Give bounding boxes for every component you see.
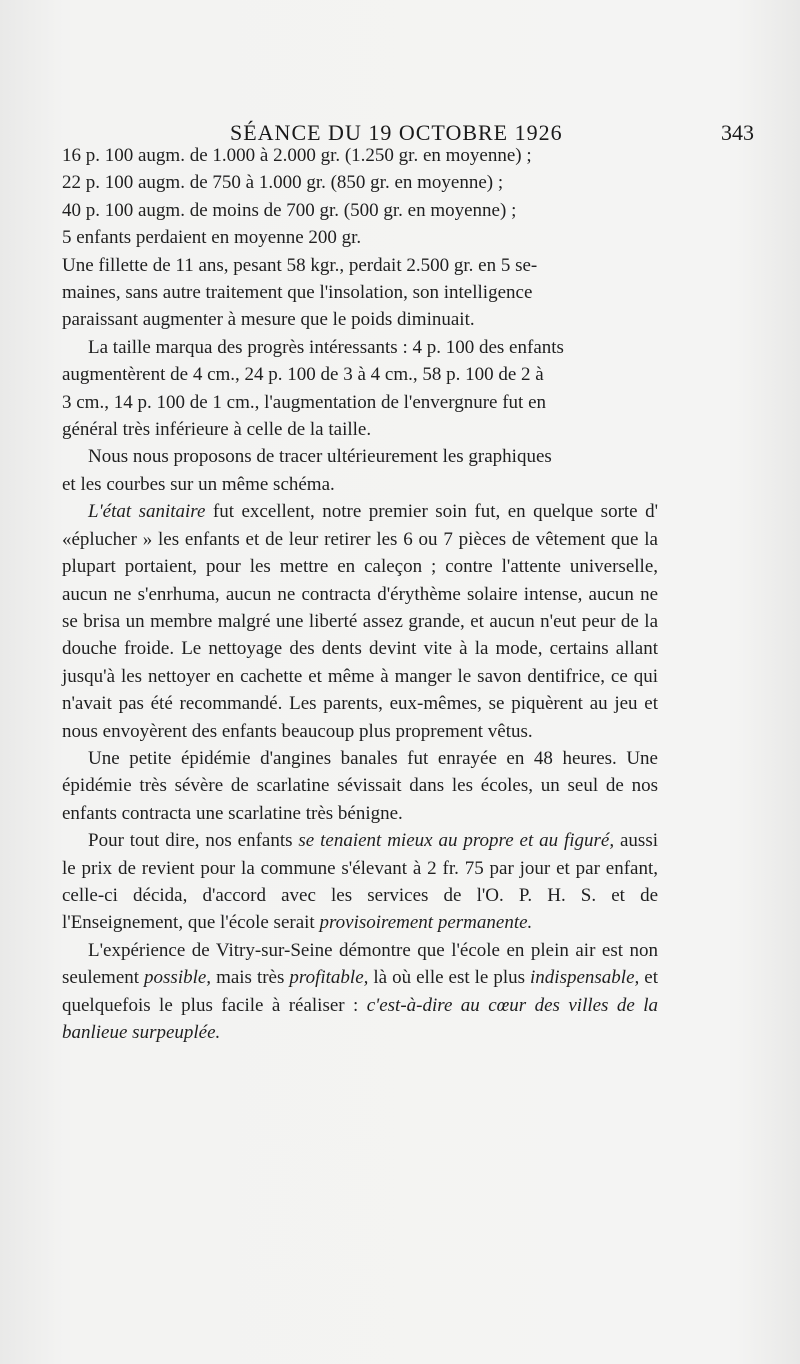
paragraph-text: et quelquefois le plus facile à réaliser : xyxy=(62,967,658,1016)
text-line: Nous nous proposons de tracer ultérieurement les graphiques xyxy=(88,446,552,468)
paragraph-taille xyxy=(62,334,658,444)
paragraph-text: mais très xyxy=(211,967,290,989)
text-line: 22 p. 100 augm. de 750 à 1.000 gr. (850 gr. en moyenne) ; xyxy=(62,172,504,194)
text-line: 5 enfants perdaient en moyenne 200 gr. xyxy=(62,227,362,249)
page-number: 343 xyxy=(721,120,754,145)
text-line: paraissant augmenter à mesure que le poids diminuait. xyxy=(62,309,475,331)
italic-phrase: possible, xyxy=(144,967,212,989)
paragraph-pour-tout-dire xyxy=(62,827,658,937)
text-line: 16 p. 100 augm. de 1.000 à 2.000 gr. (1.250 gr. en moyenne) ; xyxy=(62,145,532,166)
text-line: général très inférieure à celle de la taille. xyxy=(62,419,372,441)
paragraph-graphiques xyxy=(62,443,658,498)
paragraph-epidemie: Une petite épidémie d'angines banales fut enrayée en 48 heures. Une épidémie très sévère de scarlatine sévissait dans les écoles, un seul de nos enfants contracta une scarlatine très bénigne. xyxy=(62,747,658,824)
paragraph-text: là où elle est le plus xyxy=(368,967,531,989)
italic-phrase: c'est-à-dire au cœur des villes de la banlieue surpeuplée. xyxy=(62,994,658,1043)
paragraph-conclusion xyxy=(62,937,658,1047)
stats-weight-list xyxy=(62,142,658,252)
paragraph-text: L'expérience de Vitry-sur-Seine démontre que l'école en plein air est non seulement xyxy=(62,939,658,989)
italic-phrase: provisoirement permanente. xyxy=(319,912,533,934)
text-line: et les courbes sur un même schéma. xyxy=(62,473,335,495)
running-title: SÉANCE DU 19 OCTOBRE 1926 xyxy=(230,120,563,145)
text-line: La taille marqua des progrès intéressants : 4 p. 100 des enfants xyxy=(88,336,564,358)
text-line: augmentèrent de 4 cm., 24 p. 100 de 3 à 4 cm., 58 p. 100 de 2 à xyxy=(62,364,544,386)
text-line: 3 cm., 14 p. 100 de 1 cm., l'augmentation de l'envergnure fut en xyxy=(62,391,547,413)
paragraph-text: Pour tout dire, nos enfants xyxy=(88,830,299,852)
italic-lead: L'état sanitaire xyxy=(88,501,206,523)
body-text xyxy=(62,142,658,1046)
italic-phrase: se tenaient mieux au propre et au figuré, xyxy=(298,830,615,852)
paragraph-text: aussi le prix de revient pour la commune s'élevant à 2 fr. 75 par jour et par enfant, celle-ci décida, d'accord avec les services de l'O. P. H. S. et de l'Enseignement, que l'école serait xyxy=(62,830,659,934)
text-line: Une fillette de 11 ans, pesant 58 kgr., perdait 2.500 gr. en 5 se- xyxy=(62,254,538,276)
italic-phrase: profitable, xyxy=(289,967,369,989)
paragraph-etat-sanitaire xyxy=(62,498,658,745)
italic-phrase: indispensable, xyxy=(530,967,640,989)
text-line: 40 p. 100 augm. de moins de 700 gr. (500 gr. en moyenne) ; xyxy=(62,199,517,221)
paragraph-fillette xyxy=(62,252,658,334)
paragraph-text: fut excellent, notre premier soin fut, en quelque sorte d' «éplucher » les enfants et de leur retirer les 6 ou 7 pièces de vêtement que la plupart portaient, pour les mettre en caleçon ; contre l'attente universelle, aucun ne s'enrhuma, aucun ne contracta d'érythème solaire intense, aucun ne se brisa un membre malgré une liberté assez grande, et aucun n'eut peur de la douche froide. Le nettoyage des dents devint vite à la mode, certains allant jusqu'à les nettoyer en cachette et même à manger le savon dentifrice, ce qui n'avait pas été recommandé. Les parents, eux-mêmes, se piquèrent au jeu et nous envoyèrent des enfants beaucoup plus proprement vêtus. xyxy=(62,501,658,742)
text-line: maines, sans autre traitement que l'insolation, son intelligence xyxy=(62,282,533,304)
